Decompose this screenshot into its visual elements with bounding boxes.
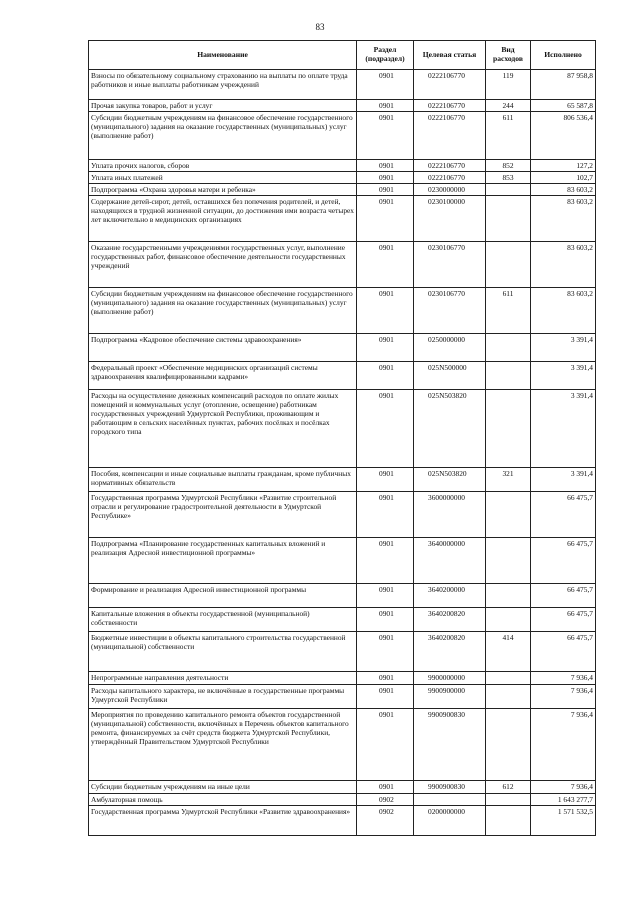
cell-section: 0902 [357, 794, 414, 806]
table-row [89, 362, 596, 390]
cell-executed: 83 603,2 [531, 242, 596, 288]
cell-executed: 66 475,7 [531, 538, 596, 584]
cell-executed: 83 603,2 [531, 288, 596, 334]
cell-article: 0222106770 [414, 70, 486, 100]
table-row [89, 288, 596, 334]
cell-kind [486, 242, 531, 288]
cell-article: 0222106770 [414, 172, 486, 184]
cell-executed: 3 391,4 [531, 390, 596, 468]
table-row [89, 468, 596, 492]
cell-section: 0901 [357, 781, 414, 794]
table-row [89, 172, 596, 184]
cell-kind [486, 672, 531, 685]
table-row [89, 538, 596, 584]
cell-name: Пособия, компенсации и иные социальные выплаты гражданам, кроме публичных нормативных обязательств [89, 468, 357, 492]
cell-executed: 3 391,4 [531, 334, 596, 362]
cell-executed: 806 536,4 [531, 112, 596, 160]
cell-section: 0901 [357, 172, 414, 184]
table-row [89, 608, 596, 632]
cell-article: 0222106770 [414, 160, 486, 172]
cell-name: Прочая закупка товаров, работ и услуг [89, 100, 357, 112]
cell-name: Формирование и реализация Адресной инвестиционной программы [89, 584, 357, 608]
cell-kind [486, 196, 531, 242]
cell-article: 025N500000 [414, 362, 486, 390]
cell-article: 0230000000 [414, 184, 486, 196]
header-article: Целевая статья [414, 41, 486, 70]
table-body [89, 70, 596, 836]
cell-executed: 7 936,4 [531, 709, 596, 781]
cell-article: 9900900830 [414, 781, 486, 794]
table-row [89, 196, 596, 242]
cell-article: 0200000000 [414, 806, 486, 836]
cell-article: 3640000000 [414, 538, 486, 584]
cell-article: 9900000000 [414, 672, 486, 685]
cell-kind: 119 [486, 70, 531, 100]
cell-executed: 1 643 277,7 [531, 794, 596, 806]
header-executed: Исполнено [531, 41, 596, 70]
cell-article: 3640200820 [414, 608, 486, 632]
page-number: 83 [315, 22, 325, 32]
cell-kind [486, 538, 531, 584]
cell-section: 0901 [357, 362, 414, 390]
header-kind: Вид расходов [486, 41, 531, 70]
cell-executed: 66 475,7 [531, 632, 596, 672]
cell-article: 0222106770 [414, 112, 486, 160]
cell-article: 0230106770 [414, 288, 486, 334]
cell-section: 0901 [357, 184, 414, 196]
cell-executed: 3 391,4 [531, 362, 596, 390]
header-name: Наименование [89, 41, 357, 70]
table-row [89, 672, 596, 685]
cell-executed: 7 936,4 [531, 685, 596, 709]
cell-section: 0901 [357, 584, 414, 608]
cell-executed: 66 475,7 [531, 608, 596, 632]
cell-executed: 66 475,7 [531, 584, 596, 608]
cell-section: 0901 [357, 334, 414, 362]
cell-name: Расходы капитального характера, не включённые в государственные программы Удмуртской Республики [89, 685, 357, 709]
cell-name: Подпрограмма «Планирование государственных капитальных вложений и реализация Адресной инвестиционной программы» [89, 538, 357, 584]
cell-kind: 321 [486, 468, 531, 492]
cell-executed: 65 587,8 [531, 100, 596, 112]
cell-kind [486, 492, 531, 538]
cell-name: Бюджетные инвестиции в объекты капитального строительства государственной (муниципальной) собственности [89, 632, 357, 672]
cell-name: Уплата прочих налогов, сборов [89, 160, 357, 172]
cell-kind [486, 390, 531, 468]
cell-article: 3640200820 [414, 632, 486, 672]
header-section: Раздел (подраздел) [357, 41, 414, 70]
cell-name: Федеральный проект «Обеспечение медицинских организаций системы здравоохранения квалифицированными кадрами» [89, 362, 357, 390]
cell-section: 0902 [357, 806, 414, 836]
cell-name: Непрограммные направления деятельности [89, 672, 357, 685]
cell-section: 0901 [357, 685, 414, 709]
cell-name: Уплата иных платежей [89, 172, 357, 184]
cell-article [414, 794, 486, 806]
cell-kind [486, 794, 531, 806]
cell-executed: 7 936,4 [531, 781, 596, 794]
cell-kind [486, 334, 531, 362]
cell-kind [486, 709, 531, 781]
cell-kind: 612 [486, 781, 531, 794]
cell-kind [486, 806, 531, 836]
cell-executed: 7 936,4 [531, 672, 596, 685]
cell-article: 9900900000 [414, 685, 486, 709]
table-row [89, 70, 596, 100]
cell-name: Подпрограмма «Кадровое обеспечение системы здравоохранения» [89, 334, 357, 362]
cell-section: 0901 [357, 468, 414, 492]
cell-name: Субсидии бюджетным учреждениям на финансовое обеспечение государственного (муниципального) задания на оказание государственных (муниципальных) услуг (выполнение работ) [89, 112, 357, 160]
table-row [89, 806, 596, 836]
cell-section: 0901 [357, 70, 414, 100]
cell-name: Оказание государственными учреждениями государственных услуг, выполнение государственных работ, финансовое обеспечение деятельности государственных учреждений [89, 242, 357, 288]
cell-section: 0901 [357, 242, 414, 288]
cell-kind: 611 [486, 112, 531, 160]
cell-name: Капитальные вложения в объекты государственной (муниципальной) собственности [89, 608, 357, 632]
table-row [89, 184, 596, 196]
cell-article: 025N503820 [414, 468, 486, 492]
budget-table [88, 40, 596, 836]
cell-name: Субсидии бюджетным учреждениям на финансовое обеспечение государственного (муниципального) задания на оказание государственных (муниципальных) услуг (выполнение работ) [89, 288, 357, 334]
cell-name: Мероприятия по проведению капитального ремонта объектов государственной (муниципальной) собственности, включённых в Перечень объектов капитального ремонта, финансируемых за счёт средств бюджета Удмуртской Республики, утверждённый Правительством Удмуртской Республики [89, 709, 357, 781]
cell-kind [486, 184, 531, 196]
cell-executed: 83 603,2 [531, 184, 596, 196]
cell-kind: 414 [486, 632, 531, 672]
cell-kind [486, 608, 531, 632]
cell-article: 0230106770 [414, 242, 486, 288]
cell-article: 0250000000 [414, 334, 486, 362]
cell-executed: 1 571 532,5 [531, 806, 596, 836]
table-row [89, 242, 596, 288]
cell-section: 0901 [357, 492, 414, 538]
cell-section: 0901 [357, 288, 414, 334]
table-row [89, 112, 596, 160]
table-row [89, 390, 596, 468]
cell-article: 0222106770 [414, 100, 486, 112]
cell-kind: 611 [486, 288, 531, 334]
cell-kind: 853 [486, 172, 531, 184]
cell-section: 0901 [357, 196, 414, 242]
table-row [89, 632, 596, 672]
table-row [89, 709, 596, 781]
cell-section: 0901 [357, 709, 414, 781]
cell-kind [486, 685, 531, 709]
cell-section: 0901 [357, 390, 414, 468]
cell-section: 0901 [357, 160, 414, 172]
cell-section: 0901 [357, 672, 414, 685]
cell-kind: 244 [486, 100, 531, 112]
table-header-row [89, 41, 596, 70]
table-row [89, 100, 596, 112]
cell-name: Подпрограмма «Охрана здоровья матери и ребенка» [89, 184, 357, 196]
cell-executed: 83 603,2 [531, 196, 596, 242]
cell-article: 0230100000 [414, 196, 486, 242]
cell-name: Амбулаторная помощь [89, 794, 357, 806]
cell-section: 0901 [357, 632, 414, 672]
cell-article: 3600000000 [414, 492, 486, 538]
cell-name: Расходы на осуществление денежных компенсаций расходов по оплате жилых помещений и коммунальных услуг (отопление, освещение) работникам государственных учреждений Удмуртской Республики, проживающим и работающим в сельских населённых пунктах, рабочих посёлках и посёлках городского типа [89, 390, 357, 468]
cell-article: 9900900830 [414, 709, 486, 781]
cell-name: Содержание детей-сирот, детей, оставшихся без попечения родителей, и детей, находящихся в трудной жизненной ситуации, до достижения ими возраста четырех лет включительно в медицинских организациях [89, 196, 357, 242]
cell-section: 0901 [357, 112, 414, 160]
cell-section: 0901 [357, 100, 414, 112]
cell-executed: 87 958,8 [531, 70, 596, 100]
cell-article: 025N503820 [414, 390, 486, 468]
cell-executed: 102,7 [531, 172, 596, 184]
cell-executed: 66 475,7 [531, 492, 596, 538]
table-row [89, 584, 596, 608]
table-row [89, 492, 596, 538]
table-row [89, 160, 596, 172]
cell-article: 3640200000 [414, 584, 486, 608]
cell-name: Государственная программа Удмуртской Республики «Развитие строительной отрасли и регулирование градостроительной деятельности в Удмуртской Республике» [89, 492, 357, 538]
cell-name: Субсидии бюджетным учреждениям на иные цели [89, 781, 357, 794]
cell-kind: 852 [486, 160, 531, 172]
cell-section: 0901 [357, 538, 414, 584]
table-row [89, 781, 596, 794]
cell-executed: 127,2 [531, 160, 596, 172]
cell-section: 0901 [357, 608, 414, 632]
cell-name: Государственная программа Удмуртской Республики «Развитие здравоохранения» [89, 806, 357, 836]
cell-kind [486, 584, 531, 608]
table-row [89, 685, 596, 709]
cell-executed: 3 391,4 [531, 468, 596, 492]
cell-kind [486, 362, 531, 390]
table-row [89, 334, 596, 362]
cell-name: Взносы по обязательному социальному страхованию на выплаты по оплате труда работников и иные выплаты работникам учреждений [89, 70, 357, 100]
table-row [89, 794, 596, 806]
